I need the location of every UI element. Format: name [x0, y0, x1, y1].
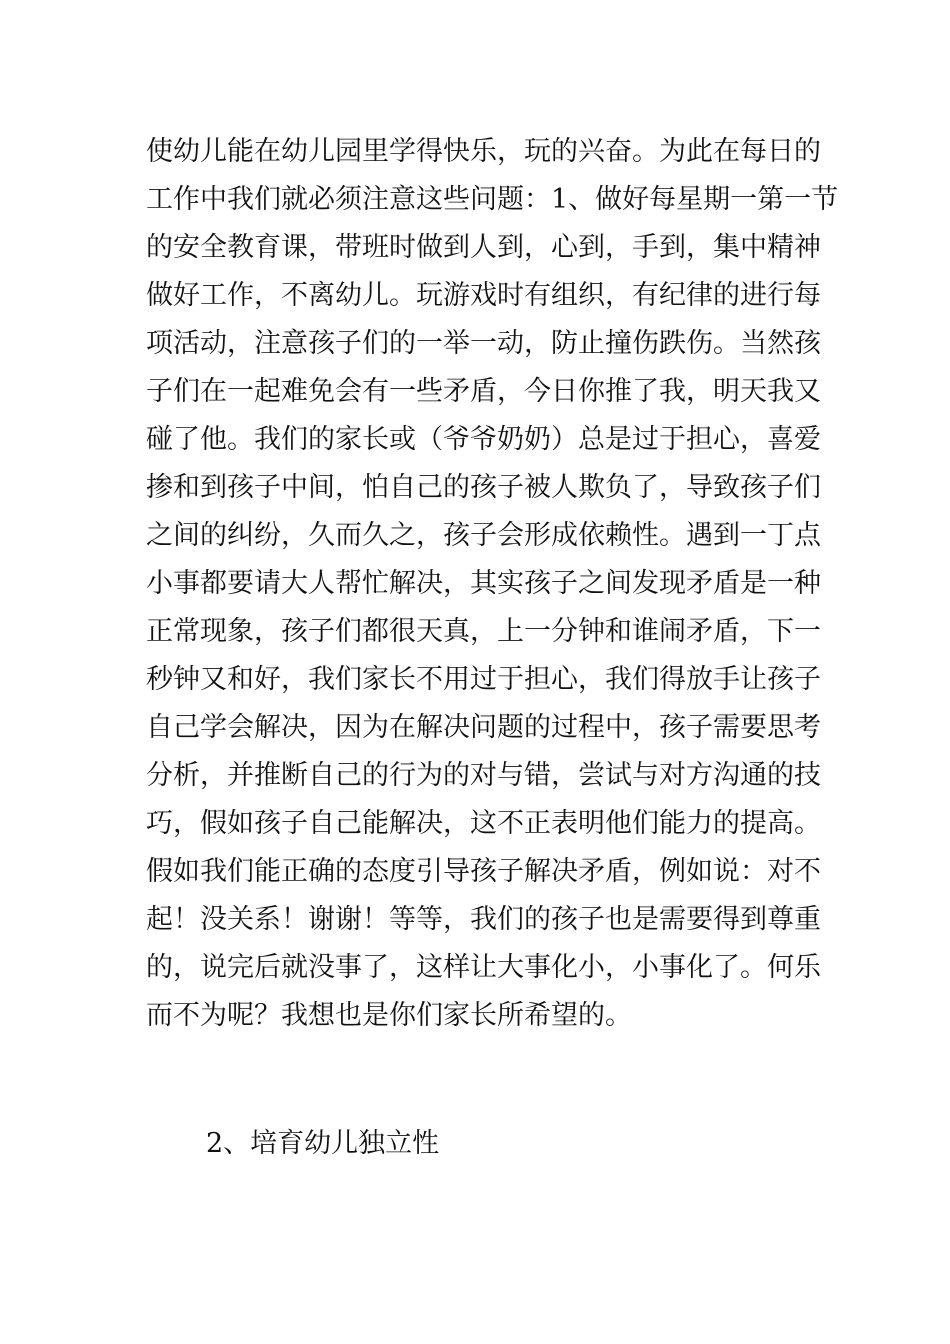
paragraph-line: 秒钟又和好，我们家长不用过于担心，我们得放手让孩子: [146, 664, 821, 695]
paragraph-line: 的安全教育课，带班时做到人到，心到，手到，集中精神: [146, 232, 821, 263]
paragraph-line: 自己学会解决，因为在解决问题的过程中，孩子需要思考: [146, 712, 821, 743]
paragraph-line: 掺和到孩子中间，怕自己的孩子被人欺负了，导致孩子们: [146, 472, 821, 503]
paragraph-line: 项活动，注意孩子们的一举一动，防止撞伤跌伤。当然孩: [146, 328, 821, 359]
paragraph-line: 子们在一起难免会有一些矛盾，今日你推了我，明天我又: [146, 376, 821, 407]
paragraph-line: 正常现象，孩子们都很天真，上一分钟和谁闹矛盾，下一: [146, 616, 821, 647]
section-heading: 2、培育幼儿独立性: [206, 1128, 440, 1159]
paragraph-line: 巧，假如孩子自己能解决，这不正表明他们能力的提高。: [146, 808, 821, 839]
paragraph-line: 工作中我们就必须注意这些问题：1、做好每星期一第一节: [146, 184, 839, 215]
paragraph-line: 而不为呢？我想也是你们家长所希望的。: [146, 1000, 632, 1031]
paragraph-line: 分析，并推断自己的行为的对与错，尝试与对方沟通的技: [146, 760, 821, 791]
paragraph-line: 之间的纠纷，久而久之，孩子会形成依赖性。遇到一丁点: [146, 520, 821, 551]
body-paragraph: [146, 128, 839, 1040]
paragraph-line: 做好工作，不离幼儿。玩游戏时有组织，有纪律的进行每: [146, 280, 821, 311]
paragraph-line: 使幼儿能在幼儿园里学得快乐，玩的兴奋。为此在每日的: [146, 136, 821, 167]
paragraph-line: 假如我们能正确的态度引导孩子解决矛盾，例如说：对不: [146, 856, 821, 887]
paragraph-line: 起！没关系！谢谢！等等，我们的孩子也是需要得到尊重: [146, 904, 821, 935]
paragraph-line: 的，说完后就没事了，这样让大事化小，小事化了。何乐: [146, 952, 821, 983]
paragraph-line: 碰了他。我们的家长或（爷爷奶奶）总是过于担心，喜爱: [146, 424, 821, 455]
paragraph-line: 小事都要请大人帮忙解决，其实孩子之间发现矛盾是一种: [146, 568, 821, 599]
